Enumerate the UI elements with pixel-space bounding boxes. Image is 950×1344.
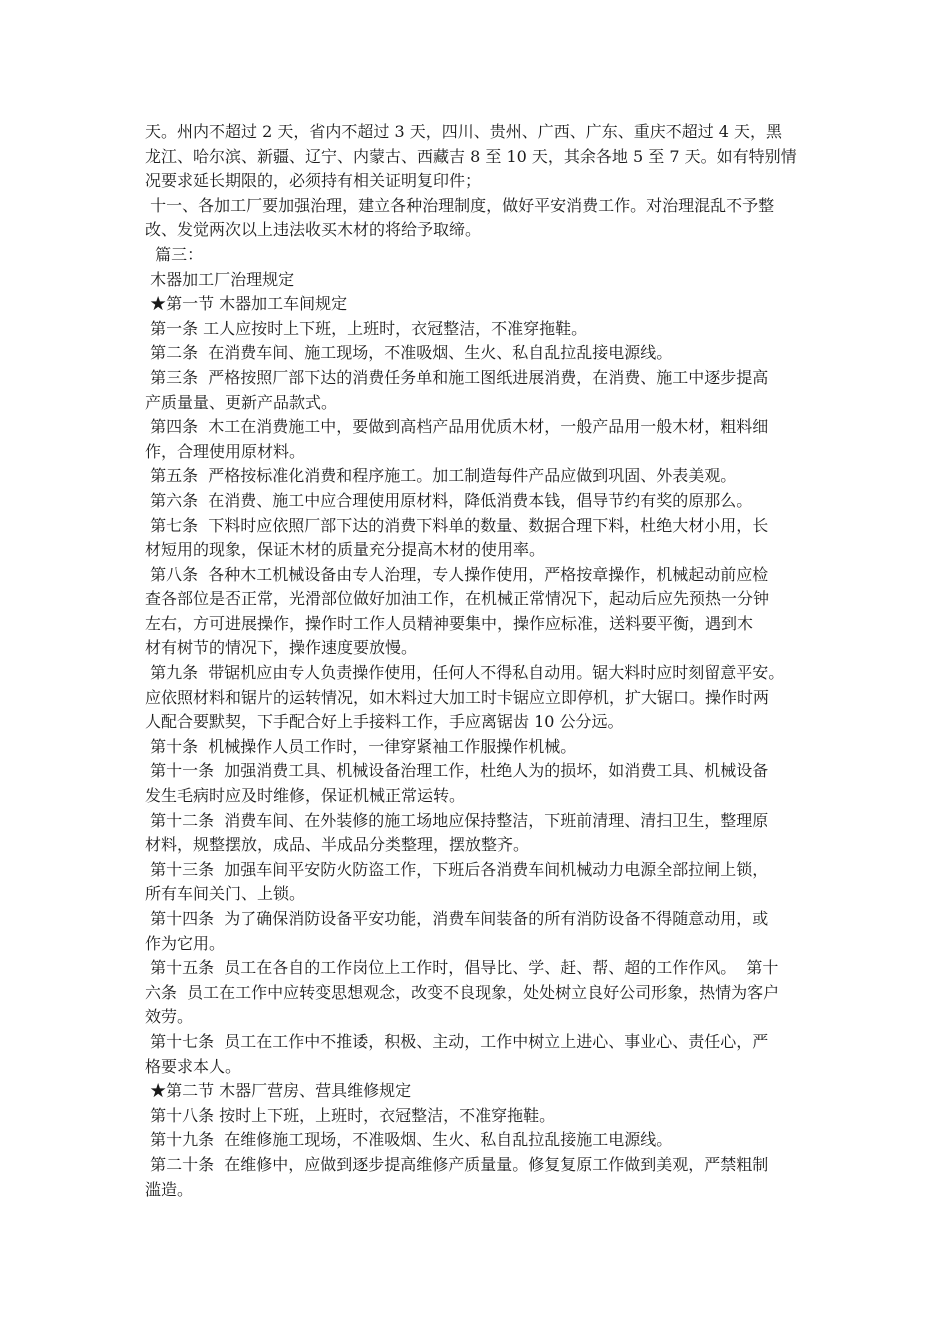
- text-line: 六条 员工在工作中应转变思想观念，改变不良现象，处处树立良好公司形象，热情为客户: [145, 982, 780, 1002]
- text-line: 第五条 严格按标准化消费和程序施工。加工制造每件产品应做到巩固、外表美观。: [145, 466, 737, 486]
- text-line: 第十五条 员工在各自的工作岗位上工作时，倡导比、学、赶、帮、超的工作作风。 第十: [145, 958, 779, 978]
- document-page: [145, 120, 825, 1202]
- text-line: 材料，规整摆放，成品、半成品分类整理，摆放整齐。: [145, 835, 530, 855]
- text-line: 第十三条 加强车间平安防火防盗工作，下班后各消费车间机械动力电源全部拉闸上锁，: [145, 859, 769, 879]
- text-line: 十一、各加工厂要加强治理，建立各种治理制度，做好平安消费工作。对治理混乱不予整: [145, 195, 775, 215]
- text-line: 第二十条 在维修中，应做到逐步提高维修产质量量。修复复原工作做到美观，严禁粗制: [145, 1154, 769, 1174]
- text-line: 第十八条 按时上下班，上班时，衣冠整洁，不准穿拖鞋。: [145, 1105, 556, 1125]
- text-line: 第二条 在消费车间、施工现场，不准吸烟、生火、私自乱拉乱接电源线。: [145, 343, 673, 363]
- text-line: 第十一条 加强消费工具、机械设备治理工作，杜绝人为的损坏，如消费工具、机械设备: [145, 761, 769, 781]
- text-line: 第十七条 员工在工作中不推诿，积极、主动，工作中树立上进心、事业心、责任心，严: [145, 1031, 769, 1051]
- text-line: 龙江、哈尔滨、新疆、辽宁、内蒙古、西藏吉 8 至 10 天，其余各地 5 至 7 天。如有特别情: [145, 146, 797, 166]
- text-line: 查各部位是否正常，光滑部位做好加油工作，在机械正常情况下，起动后应先预热一分钟: [145, 589, 770, 609]
- text-line: 所有车间关门、上锁。: [145, 884, 306, 904]
- text-line: 第三条 严格按照厂部下达的消费任务单和施工图纸进展消费，在消费、施工中逐步提高: [145, 367, 769, 387]
- text-line: 左右，方可进展操作，操作时工作人员精神要集中，操作应标准，送料要平衡，遇到木: [145, 613, 754, 633]
- text-line: 材短用的现象，保证木材的质量充分提高木材的使用率。: [145, 540, 546, 560]
- text-line: 作，合理使用原材料。: [145, 441, 306, 461]
- text-line: 第十九条 在维修施工现场，不准吸烟、生火、私自乱拉乱接施工电源线。: [145, 1130, 673, 1150]
- text-line: 滥造。: [145, 1179, 194, 1199]
- text-line: 发生毛病时应及时维修，保证机械正常运转。: [145, 786, 466, 806]
- text-line: 应依照材料和锯片的运转情况，如木料过大加工时卡锯应立即停机，扩大锯口。操作时两: [145, 687, 770, 707]
- text-line: 效劳。: [145, 1007, 194, 1027]
- text-line: 作为它用。: [145, 933, 226, 953]
- text-line: 第七条 下料时应依照厂部下达的消费下料单的数量、数据合理下料，杜绝大材小用，长: [145, 515, 769, 535]
- text-line: 人配合要默契，下手配合好上手接料工作，手应离锯齿 10 公分远。: [145, 712, 624, 732]
- section-heading: ★第二节 木器厂营房、营具维修规定: [145, 1081, 412, 1101]
- text-line: 第十条 机械操作人员工作时，一律穿紧袖工作服操作机械。: [145, 736, 577, 756]
- section-heading: ★第一节 木器加工车间规定: [145, 294, 348, 314]
- text-line: 第六条 在消费、施工中应合理使用原材料，降低消费本钱，倡导节约有奖的原那么。: [145, 490, 753, 510]
- text-line: 第四条 木工在消费施工中，要做到高档产品用优质木材，一般产品用一般木材，粗料细: [145, 417, 769, 437]
- text-line: 格要求本人。: [145, 1056, 242, 1076]
- text-line: 产质量量、更新产品款式。: [145, 392, 338, 412]
- text-line: 改、发觉两次以上违法收买木材的将给予取缔。: [145, 220, 482, 240]
- text-line: 况要求延长期限的，必须持有相关证明复印件；: [145, 171, 482, 191]
- text-line: 第八条 各种木工机械设备由专人治理，专人操作使用，严格按章操作，机械起动前应检: [145, 564, 769, 584]
- text-line: 第一条 工人应按时上下班，上班时，衣冠整洁，不准穿拖鞋。: [145, 318, 588, 338]
- document-title: 木器加工厂治理规定: [145, 269, 295, 289]
- text-line: 第九条 带锯机应由专人负责操作使用，任何人不得私自动用。锯大料时应时刻留意平安。: [145, 663, 785, 683]
- text-line: 第十四条 为了确保消防设备平安功能，消费车间装备的所有消防设备不得随意动用，或: [145, 909, 769, 928]
- text-line: 第十二条 消费车间、在外装修的施工场地应保持整洁，下班前清理、清扫卫生，整理原: [145, 810, 769, 830]
- section-heading: 篇三：: [145, 244, 204, 264]
- text-line: 天。州内不超过 2 天，省内不超过 3 天，四川、贵州、广西、广东、重庆不超过 4 天，黑: [145, 122, 783, 141]
- text-line: 材有树节的情况下，操作速度要放慢。: [145, 638, 418, 658]
